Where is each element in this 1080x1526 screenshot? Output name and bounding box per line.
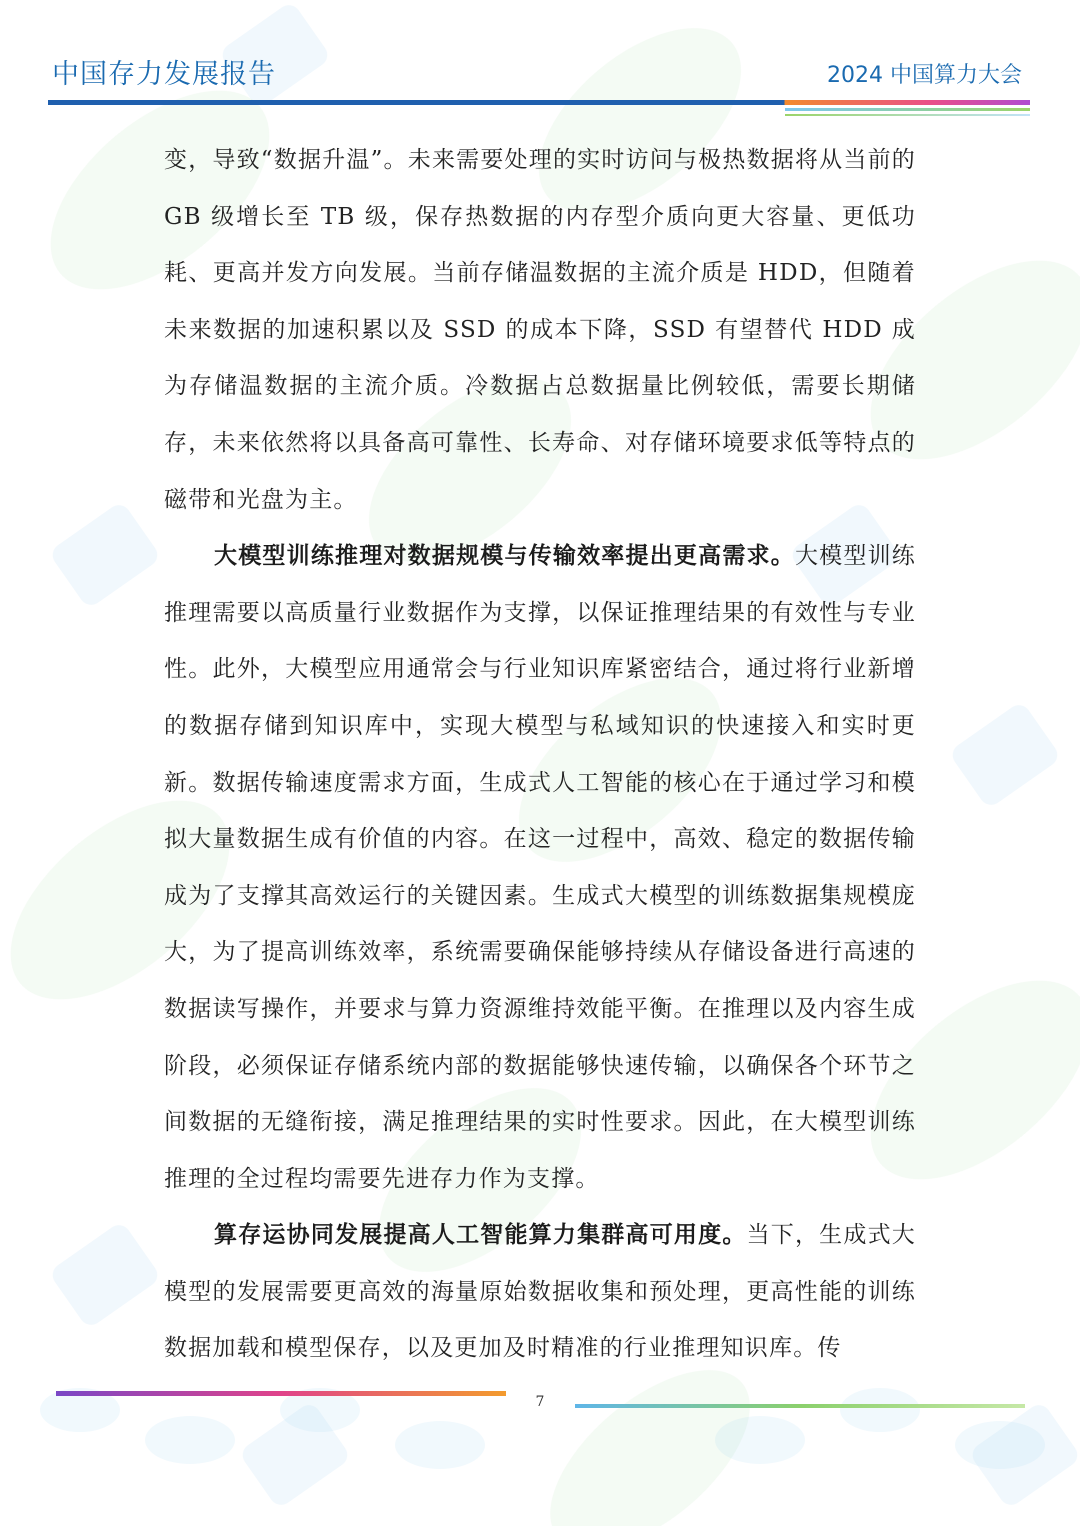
header-accent-line-secondary [785,114,1030,116]
header-divider [48,100,1030,105]
footer-divider-right [575,1404,1025,1408]
paragraph-2-lead: 大模型训练推理对数据规模与传输效率提出更高需求。 [214,543,795,570]
paragraph-2 [164,528,916,1207]
paragraph-3 [164,1207,916,1377]
paragraph-2-text: 大模型训练推理需要以高质量行业数据作为支撑，以保证推理结果的有效性与专业性。此外，大模型应用通常会与行业知识库紧密结合，通过将行业新增的数据存储到知识库中，实现大模型与私域知识的快速接入和实时更新。数据传输速度需求方面，生成式人工智能的核心在于通过学习和模拟大量数据生成有价值的内容。在这一过程中，高效、稳定的数据传输成为了支撑其高效运行的关键因素。生成式大模型的训练数据集规模庞大，为了提高训练效率，系统需要确保能够持续从存储设备进行高速的数据读写操作，并要求与算力资源维持效能平衡。在推理以及内容生成阶段，必须保证存储系统内部的数据能够快速传输，以确保各个环节之间数据的无缝衔接，满足推理结果的实时性要求。因此，在大模型训练推理的全过程均需要先进存力作为支撑。 [164,543,916,1192]
paragraph-3-lead: 算存运协同发展提高人工智能算力集群高可用度。 [214,1222,747,1249]
page-number: 7 [535,1394,545,1410]
event-title: 2024 中国算力大会 [827,63,1022,88]
body-content [164,132,916,1377]
report-title: 中国存力发展报告 [52,59,276,90]
footer-divider-left [56,1391,506,1396]
header-accent-line [785,108,1030,111]
paragraph-3-text: 当下，生成式大模型的发展需要更高效的海量原始数据收集和预处理，更高性能的训练数据加载和模型保存，以及更加及时精准的行业推理知识库。传 [164,1222,917,1362]
paragraph-1: 变，导致“数据升温”。未来需要处理的实时访问与极热数据将从当前的 GB 级增长至 TB 级，保存热数据的内存型介质向更大容量、更低功耗、更高并发方向发展。当前存储温数据的主流介质是 HDD，但随着未来数据的加速积累以及 SSD 的成本下降，SSD 有望替代 HDD 成为存储温数据的主流介质。冷数据占总数据量比例较低，需要长期储存，未来依然将以具备高可靠性、长寿命、对存储环境要求低等特点的磁带和光盘为主。 [164,147,916,513]
